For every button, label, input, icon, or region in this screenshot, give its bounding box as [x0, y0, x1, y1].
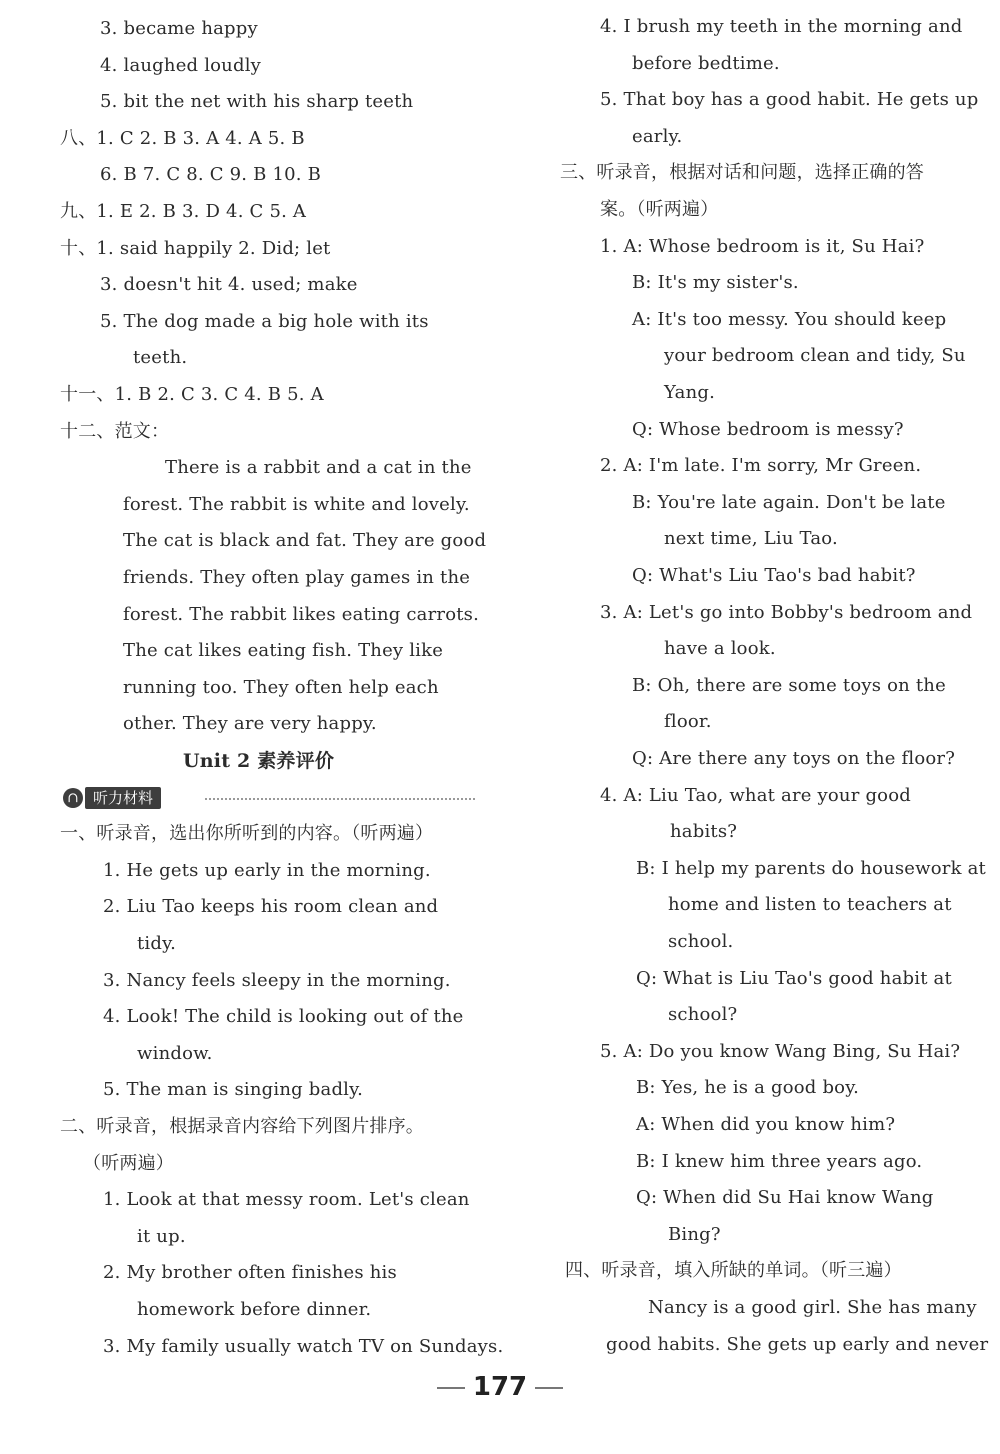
text-line-content: 十一、1. B 2. C 3. C 4. B 5. A	[60, 384, 324, 405]
text-line-content: B: Oh, there are some toys on the	[632, 674, 946, 696]
text-line-content: 6. B 7. C 8. C 9. B 10. B	[100, 164, 322, 186]
text-line	[55, 48, 485, 84]
section-tag-label: 听力材料	[85, 787, 161, 809]
text-line	[560, 192, 980, 228]
text-line-content: B: It's my sister's.	[632, 272, 799, 294]
text-line	[560, 631, 980, 667]
section-tag	[55, 785, 475, 811]
text-line	[560, 704, 980, 740]
text-line	[560, 412, 980, 448]
text-line	[55, 523, 485, 559]
text-line	[560, 485, 980, 521]
text-line-content: 5. The dog made a big hole with its	[100, 310, 429, 332]
text-line	[55, 1255, 485, 1291]
text-line	[55, 450, 485, 486]
text-line	[55, 487, 485, 523]
text-line-content: The cat is black and fat. They are good	[123, 530, 487, 552]
text-line-content: early.	[632, 125, 683, 147]
text-line	[55, 963, 485, 999]
text-line	[560, 851, 986, 887]
page-number-text: 177	[472, 1372, 528, 1402]
text-line-content: Nancy is a good girl. She has many	[648, 1297, 977, 1318]
text-line-content: forest. The rabbit likes eating carrots.	[123, 603, 480, 625]
text-line	[560, 82, 980, 118]
text-line-content: 二、听录音，根据录音内容给下列图片排序。	[60, 1116, 424, 1137]
text-line	[55, 304, 485, 340]
text-line-content: 十、1. said happily 2. Did; let	[60, 237, 331, 259]
text-line	[55, 340, 485, 376]
text-line-content: Q: When did Su Hai know Wang	[636, 1187, 934, 1209]
text-line	[560, 46, 980, 82]
text-line-content: B: I knew him three years ago.	[636, 1150, 923, 1172]
text-line-content: 1. Look at that messy room. Let's clean	[103, 1189, 470, 1211]
text-line	[560, 1180, 980, 1216]
text-line	[560, 1217, 980, 1253]
text-line-content: Q: What's Liu Tao's bad habit?	[632, 565, 916, 586]
text-line-content: 九、1. E 2. B 3. D 4. C 5. A	[60, 201, 307, 222]
unit-heading	[55, 743, 485, 779]
text-line-content: 八、1. C 2. B 3. A 4. A 5. B	[60, 127, 305, 149]
text-line-content: 3. Nancy feels sleepy in the morning.	[103, 969, 451, 991]
text-line	[55, 597, 485, 633]
text-line-content: Q: Whose bedroom is messy?	[632, 418, 904, 440]
text-line	[55, 11, 485, 47]
text-line-content: Q: What is Liu Tao's good habit at	[636, 967, 952, 989]
text-line-content: friends. They often play games in the	[123, 567, 471, 588]
text-line	[560, 1144, 980, 1180]
text-line-content: B: You're late again. Don't be late	[632, 491, 946, 513]
text-line-content: your bedroom clean and tidy, Su	[664, 345, 966, 367]
text-line-content: window.	[137, 1042, 213, 1064]
text-line	[55, 633, 485, 669]
text-line-content: teeth.	[133, 347, 188, 369]
text-line-content: 案。（听两遍）	[600, 199, 719, 220]
text-line	[560, 302, 980, 338]
text-line-content: 2. My brother often finishes his	[103, 1262, 397, 1284]
text-line-content: school.	[668, 931, 734, 952]
text-line-content: 1. A: Whose bedroom is it, Su Hai?	[600, 235, 925, 257]
page-number	[0, 1372, 1000, 1402]
page-number-dash-left	[437, 1387, 465, 1389]
text-line	[560, 1070, 980, 1106]
text-line	[560, 924, 980, 960]
text-line	[55, 1292, 485, 1328]
text-line-content: 3. doesn't hit 4. used; make	[100, 274, 358, 296]
text-line	[55, 121, 485, 157]
text-line-content: 三、听录音，根据对话和问题，选择正确的答	[560, 162, 924, 184]
text-line	[55, 670, 485, 706]
text-line	[560, 1327, 989, 1363]
text-line-content: tidy.	[137, 933, 177, 954]
text-line	[560, 119, 980, 155]
text-line	[560, 229, 980, 265]
text-line	[55, 414, 485, 450]
text-line-content: good habits. She gets up early and never	[606, 1333, 989, 1355]
text-line	[55, 560, 485, 596]
text-line	[560, 521, 980, 557]
text-line-content: 3. My family usually watch TV on Sundays.	[103, 1335, 504, 1357]
text-line	[560, 595, 980, 631]
text-line	[560, 814, 980, 850]
text-line	[55, 706, 485, 742]
text-line-content: it up.	[137, 1225, 186, 1247]
text-line	[560, 778, 980, 814]
text-line	[55, 1329, 504, 1365]
text-line-content: forest. The rabbit is white and lovely.	[123, 493, 470, 515]
text-line	[560, 265, 980, 301]
text-line-content: floor.	[664, 711, 712, 733]
text-line-content: 5. The man is singing badly.	[103, 1079, 364, 1101]
text-line-content: running too. They often help each	[123, 676, 439, 698]
text-line	[560, 155, 980, 191]
text-line-content: 1. He gets up early in the morning.	[103, 859, 431, 881]
text-line-content: 十二、范文：	[60, 420, 170, 442]
text-line-content: A: When did you know him?	[636, 1114, 896, 1135]
text-line	[55, 1109, 485, 1145]
text-line	[55, 1036, 485, 1072]
text-line-content: Bing?	[668, 1223, 721, 1245]
headphone-icon: ∩	[63, 788, 83, 808]
text-line	[560, 961, 980, 997]
text-line-content: 4. Look! The child is looking out of the	[103, 1006, 464, 1028]
text-line-content: 4. laughed loudly	[100, 54, 262, 76]
text-line	[560, 375, 980, 411]
text-line	[560, 558, 980, 594]
text-line	[55, 1146, 485, 1182]
dotted-divider	[205, 798, 475, 800]
text-line	[560, 997, 980, 1033]
text-line	[560, 668, 980, 704]
text-line-content: 2. A: I'm late. I'm sorry, Mr Green.	[600, 455, 922, 477]
text-line	[55, 889, 485, 925]
text-line	[55, 1182, 485, 1218]
text-line	[55, 84, 485, 120]
text-line-content: 5. A: Do you know Wang Bing, Su Hai?	[600, 1040, 961, 1062]
text-line-content: next time, Liu Tao.	[664, 528, 838, 550]
text-line	[55, 853, 485, 889]
text-line-content: 2. Liu Tao keeps his room clean and	[103, 896, 439, 918]
text-line-content: have a look.	[664, 638, 776, 660]
text-line-content: 5. That boy has a good habit. He gets up	[600, 89, 979, 111]
text-line-content: home and listen to teachers at	[668, 894, 952, 916]
text-line	[560, 1253, 980, 1289]
text-line	[55, 926, 485, 962]
text-line	[560, 9, 980, 45]
text-line	[560, 1034, 980, 1070]
text-line	[55, 267, 485, 303]
text-line-content: 3. became happy	[100, 18, 258, 39]
text-line-content: Unit 2 素养评价	[183, 750, 335, 772]
text-line-content: Q: Are there any toys on the floor?	[632, 748, 956, 769]
text-line	[55, 1219, 485, 1255]
text-line	[55, 999, 485, 1035]
page-number-dash-right	[535, 1387, 563, 1389]
text-line	[55, 231, 485, 267]
text-line-content: B: I help my parents do housework at	[636, 857, 986, 879]
text-line-content: other. They are very happy.	[123, 713, 377, 735]
text-line	[560, 1290, 980, 1326]
text-line	[560, 1107, 980, 1143]
text-line	[560, 338, 980, 374]
text-line-content: 5. bit the net with his sharp teeth	[100, 91, 414, 113]
text-line	[560, 741, 980, 777]
text-line-content: （听两遍）	[83, 1152, 174, 1174]
text-line	[560, 448, 980, 484]
text-line-content: 四、听录音，填入所缺的单词。（听三遍）	[565, 1260, 902, 1282]
text-line-content: 4. I brush my teeth in the morning and	[600, 16, 963, 37]
text-line-content: The cat likes eating fish. They like	[123, 640, 444, 662]
text-line-content: before bedtime.	[632, 52, 780, 74]
text-line-content: homework before dinner.	[137, 1299, 372, 1320]
text-line	[55, 1072, 485, 1108]
text-line	[55, 194, 485, 230]
text-line	[55, 157, 485, 193]
text-line-content: habits?	[670, 821, 738, 843]
text-line-content: B: Yes, he is a good boy.	[636, 1077, 860, 1099]
text-line-content: 4. A: Liu Tao, what are your good	[600, 784, 911, 806]
text-line-content: There is a rabbit and a cat in the	[165, 457, 472, 479]
text-line	[55, 377, 485, 413]
text-line-content: 3. A: Let's go into Bobby's bedroom and	[600, 601, 973, 623]
text-line	[560, 887, 980, 923]
text-line	[55, 816, 485, 852]
text-line-content: 一、听录音，选出你所听到的内容。（听两遍）	[60, 823, 434, 845]
text-line-content: A: It's too messy. You should keep	[632, 308, 947, 330]
text-line-content: Yang.	[664, 382, 716, 403]
text-line-content: school?	[668, 1004, 738, 1026]
